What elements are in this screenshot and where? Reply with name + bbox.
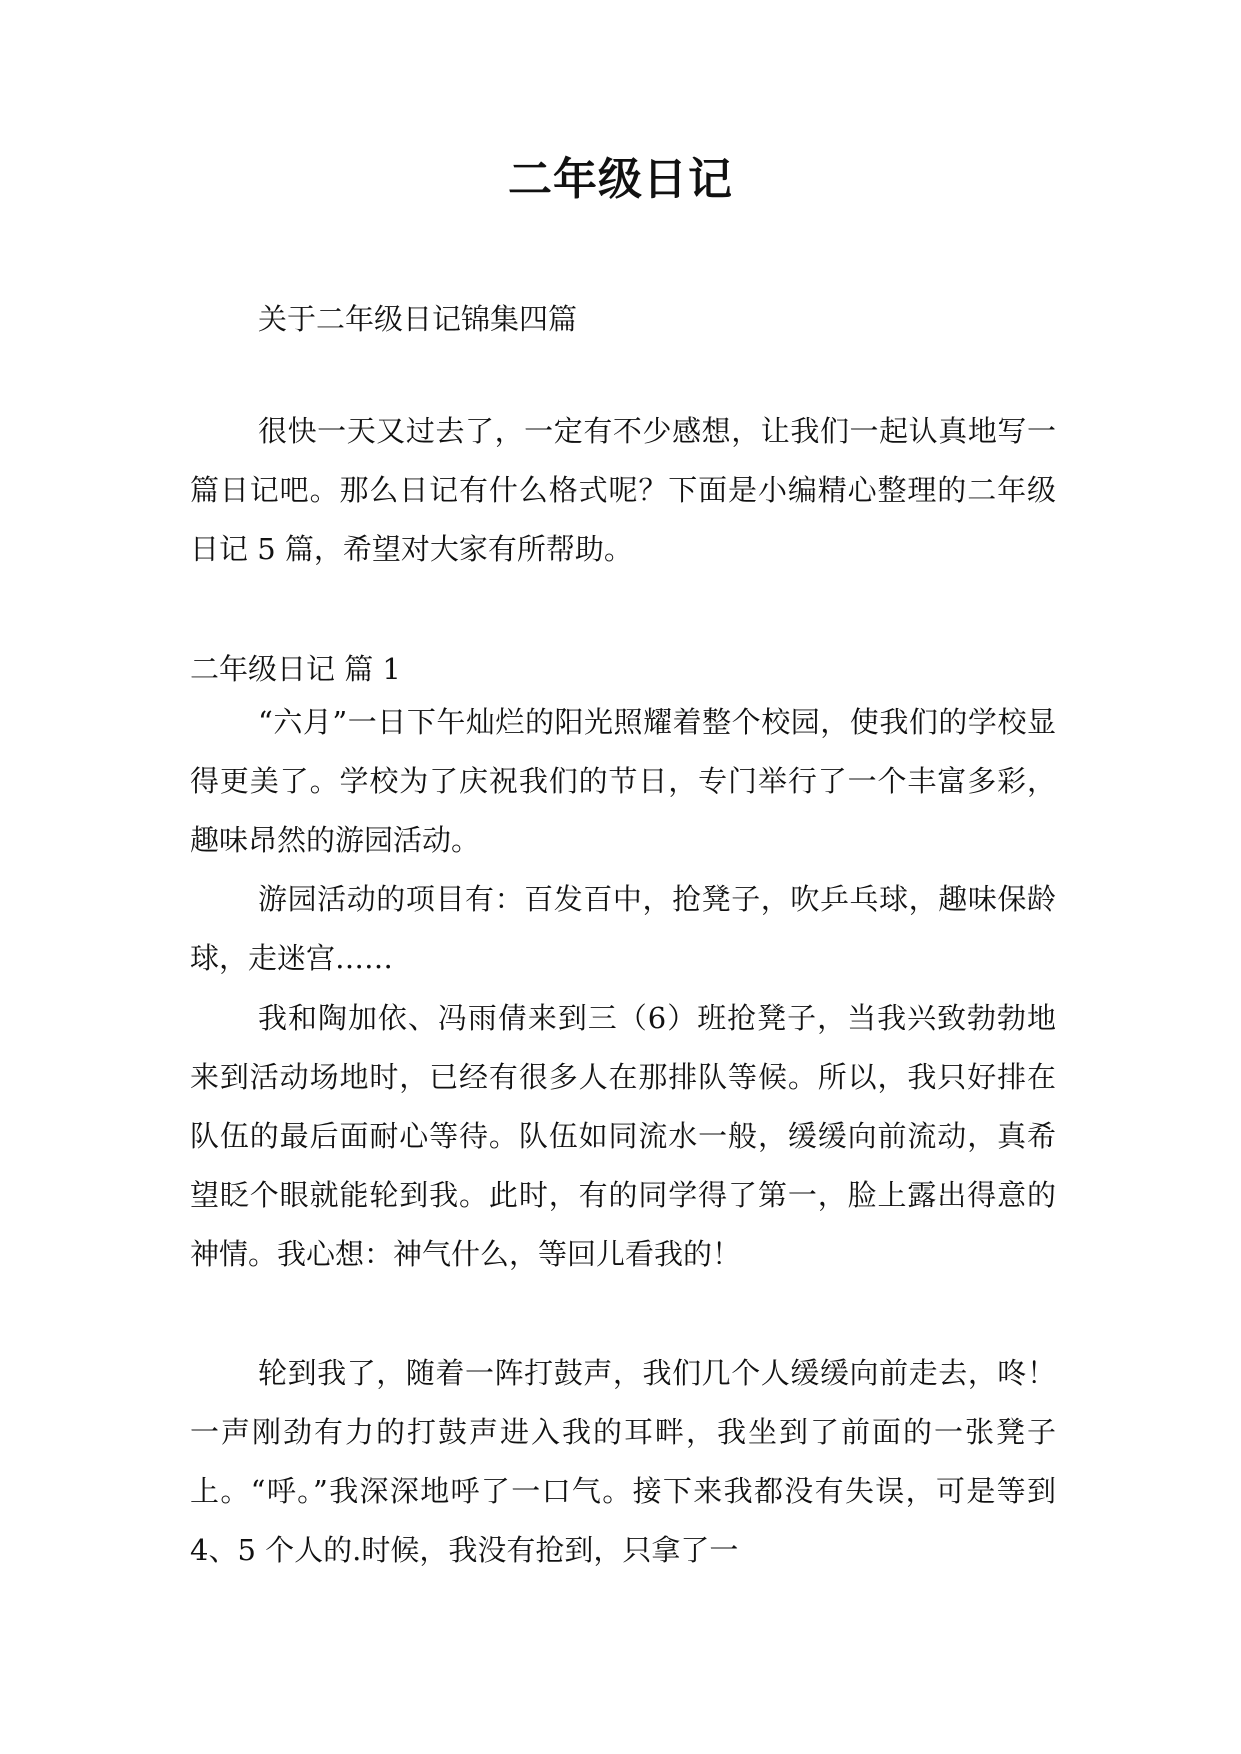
- body-paragraph-4: 轮到我了，随着一阵打鼓声，我们几个人缓缓向前走去，咚！一声刚劲有力的打鼓声进入我的耳畔，我坐到了前面的一张凳子上。“呼。”我深深地呼了一口气。接下来我都没有失误，可是等到 4、5 个人的.时候，我没有抢到，只拿了一: [190, 1356, 1056, 1567]
- intro-paragraph: 很快一天又过去了，一定有不少感想，让我们一起认真地写一篇日记吧。那么日记有什么格式呢？下面是小编精心整理的二年级日记 5 篇，希望对大家有所帮助。: [190, 414, 1056, 566]
- body-paragraph-2: 游园活动的项目有：百发百中，抢凳子，吹乒乓球，趣味保龄球，走迷宫……: [190, 882, 1056, 975]
- body-paragraph-3: 我和陶加依、冯雨倩来到三（6）班抢凳子，当我兴致勃勃地来到活动场地时，已经有很多人在那排队等候。所以，我只好排在队伍的最后面耐心等待。队伍如同流水一般，缓缓向前流动，真希望眨个眼就能轮到我。此时，有的同学得了第一，脸上露出得意的神情。我心想：神气什么，等回儿看我的！: [190, 1001, 1056, 1271]
- document-title: 二年级日记: [508, 154, 733, 205]
- section-heading: 二年级日记 篇 1: [190, 652, 401, 686]
- document-subtitle: 关于二年级日记锦集四篇: [258, 302, 578, 336]
- body-paragraph-1: “六月”一日下午灿烂的阳光照耀着整个校园，使我们的学校显得更美了。学校为了庆祝我们的节日，专门举行了一个丰富多彩，趣味昂然的游园活动。: [190, 705, 1056, 857]
